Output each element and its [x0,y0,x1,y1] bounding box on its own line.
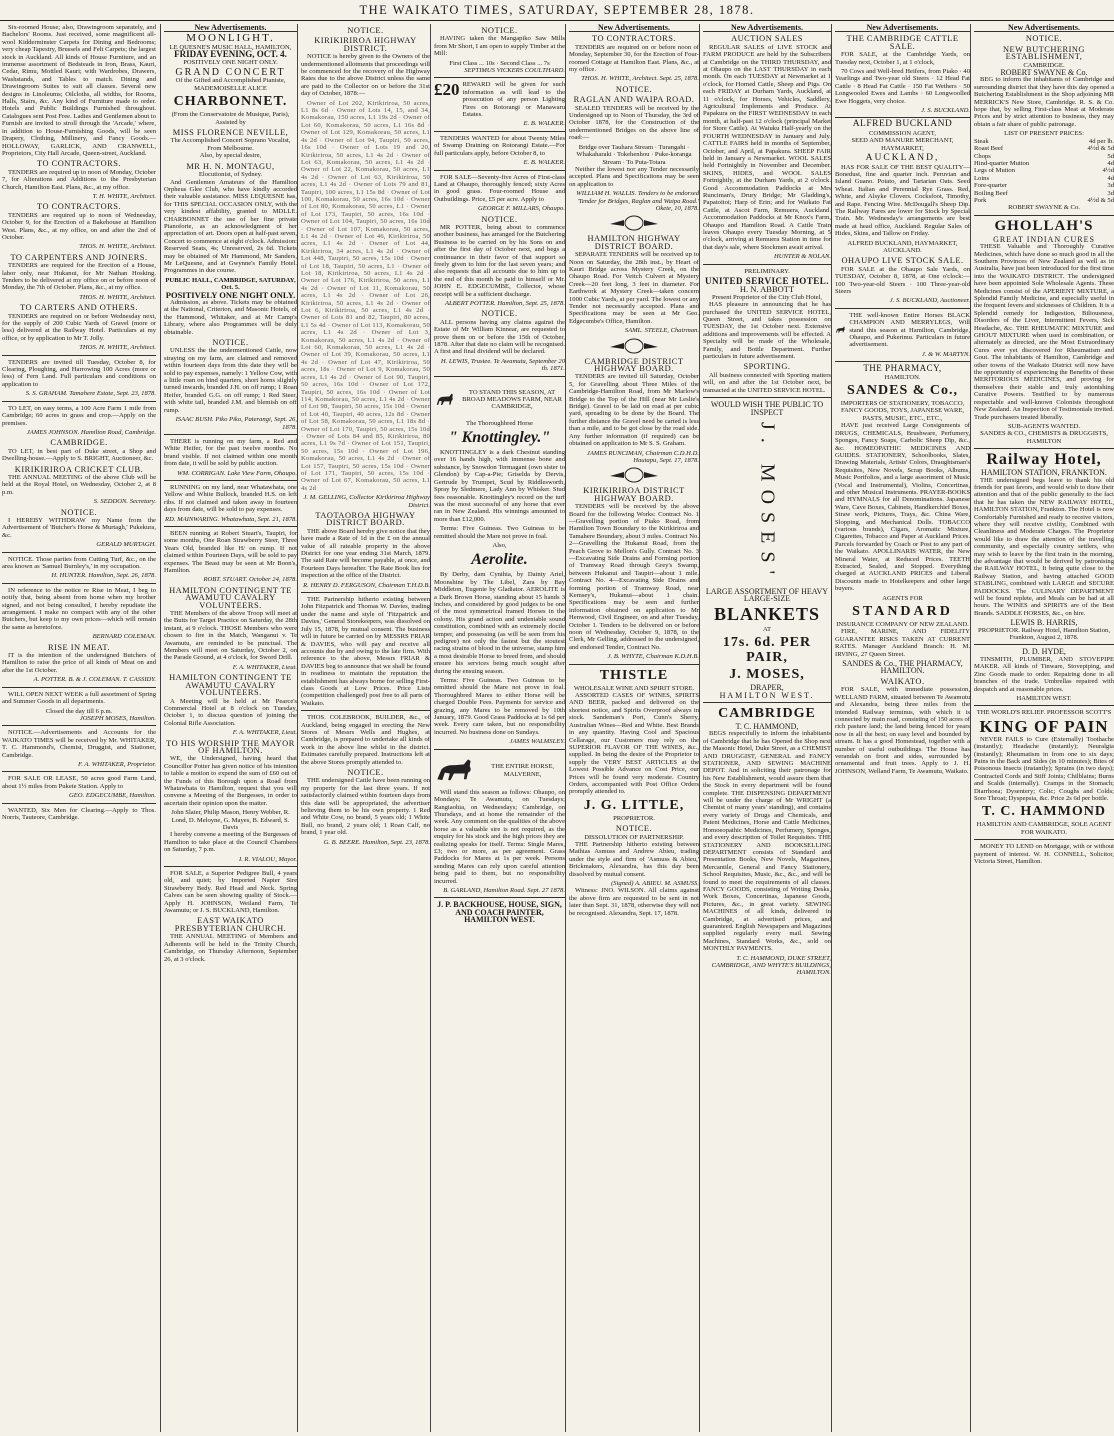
ad-body: Terms: Five Guineas. Two Guineas to be remitted should the Mare not prove in foal. [434,525,565,540]
ad-heading: OHAUPO LIVE STOCK SALE. [841,256,964,266]
ad-heading: TO CARTERS AND OTHERS. [20,303,138,313]
masthead [0,0,1114,21]
ad-heading: NOTICE. [481,26,518,35]
ad-body: BEG to inform the inhabitants of Cambridge and surrounding district that they have this day opened a Butchering Establishment in the Shop adjoining MR MERRICK'S New Store, Cambridge. R. S. & Co. hope that, by selling First-class Meat at Moderate Prices and by strict attention to business, they may obtain a fair share of public patronage. [974,76,1114,128]
ad-line: POSITIVELY ONE NIGHT ONLY. [183,58,278,66]
ad-body: A Meeting will be held at Mr Pearce's Commercial Hotel at 8 o'clock on Tuesday, October 1, to discuss question of joining the Colonial Rifle Association. [164,697,297,727]
ad-heading: J. G. LITTLE, [583,797,685,813]
ad-body: MR POTTER, being about to commence another business, has arranged for the Butchering Business to be carried on by his Sons on and after the first day of October next, and begs a continuance in their favor of that support so freely given to him for the last seven years; and also requests that all accounts due to him up to the end of this month be paid to himself or Mr. JOHN E. EDGECUMBE, Collector, whose receipt will be a sufficient discharge. [434,223,565,298]
ad-body: TENDERS are invited till Saturday, October 5, for Gravelling about Three Miles of the Cambridge-Hamilton Road, from Mr Marlow's Bridge to the Top of the Hill (near Mr Leslie's Bridge). Gravel to be laid on road at per cubic yard, spreading to be done by the Board. The further distance the Gravel need be carted is less than a mile, and to be got close by the road side. Any further information (if required) can be obtained on application to Mr S. S. Graham. [569,373,699,448]
price-item: Boiling Beef [974,189,1008,197]
ad-heading: CAMBRIDGE DISTRICT HIGHWAY BOARD. [584,356,684,374]
ad-body: WILL OPEN NEXT WEEK a full assortment of Spring and Summer Goods in all departments. [2,690,156,706]
ad-heading: TO CONTRACTORS. [37,202,121,212]
ad-signature: F. A. WHITAKER, Lieut. [232,663,297,671]
ad-heading: T. C. HAMMOND [982,804,1106,820]
ad-body: THE Partnership hitherto existing between John Fitzpatrick and Thomas W. Davies, trading under the name and style of 'Fitzpatrick and Davies,' General Storekeepers, was dissolved on July 15, 1878, by mutual consent. The business will in future be carried on by MESSRS FRIAR & DAVIES, who will pay and receive all accounts due by and owing to the late firm. With reference to the above, Messrs FRIAR & DAVIES beg to announce that we shall be found in readiness to maintain the reputation the establishment has always borne for selling First-class Goods at Low Prices. Price Lists (competition challenged) post free to all parts of Waikato. [301,596,430,707]
ad-line: FRIDAY EVENING, OCT. 4. [174,49,287,60]
price-row [974,138,1114,145]
ad-heading: SANDES & Co., [846,383,958,399]
section-header: New Advertisements. [703,24,831,32]
ad-line: Elocutionist, of Sydney. [198,171,263,179]
ad-signature: A. POTTER. B. & J. COLEMAN. T. CASSIDY. [33,676,156,684]
ad-signature: J. S. BUCKLAND, Auctioneer. [889,297,970,305]
ad-line: COMMISSION AGENT, [869,129,936,137]
ad-heading: GHOLLAH'S [994,217,1094,234]
ad-body: UNLESS the the undermentioned Cattle, now straying on my farm, are claimed and removed within fourteen days from this date they will be sold to pay expenses, namely: 1 Yellow Cow, with a little roan on hind quarters, short horns slightly turned inwards, branded J.H. on off rump; 1 Roan Heifer, branded G.G. on off rump; 1 Red Steer, with white tail, branded J.M. and blemish on off rump. [164,347,297,414]
ad-body: MONEY TO LEND on Mortgage, with or without payment of interest. W. H. CONNELL, Solicitor, Victoria Street, Hamilton. [974,843,1114,865]
ad-line: ROBERT SWAYNE & Co. [1000,68,1088,78]
ad-line: HAMILTON AND CAMBRIDGE, SOLE AGENT FOR WAIKATO. [976,821,1112,836]
ad-line: THE WORLD'S RELIEF. PROFESSOR SCOTT'S [976,709,1112,717]
ad-heading: TAOTAOROA HIGHWAY DISTRICT BOARD. [315,511,416,528]
ad-signature: J. M. GELLING, Collector Kirikiriroa Highway District. [303,494,430,509]
ad-heading: CAMBRIDGE [718,706,816,722]
ad-line: AGENTS FOR [882,594,923,602]
ad-body: NOTICE. Those parties from Cutting Turf, &c., on the area known as 'Samuel Burnley's,' in my occupation. [2,555,156,570]
ad-body: Admission, as above. Tickets may be obtained at the National, Criterion, and Masonic Hotels, of the Hammond, Whitaker, and at Mr Camp's Library, where also Programmes will be duly obtainable. [164,299,297,336]
ad-body: RUNNING on my land, near Whatawhata, one Yellow and White Bullock, branded H.S. on left ribs. If not claimed and taken away in fourteen days from date, will be sold to pay expenses. [164,483,297,514]
ad-heading: NOTICE. [481,214,518,224]
ad-line: Also, [492,541,507,549]
column-6 [699,24,831,1432]
ad-body: TO LET, in best part of Duke street, a Shop and Dwelling-house.—Apply to S. BRIGHT, Auctioneer, &c. [2,447,156,463]
ad-signature: E. B. WALKER. [523,159,565,167]
ad-signature: THOS. H. WHITE, Architect. [79,243,156,251]
ad-body: SEPARATE TENDERS will be received up to Noon on Saturday, the 28th inst., by Heart of Kauri Bridge across Mystery Creek, on the Ohaupo Road. For Veitch Culvert at Mystery Creek—20 feet long, 3 feet in diameter. For Earthwork at Mystery Creek—taken concern 1000 Cubic Yards, at per yard. The lowest or any Tender not necessarily accepted. Plans and Specifications may be seen at Mr Geo. Edgecumbe's Office, Hamilton. [569,251,699,325]
ad-body: By Derby, dam Cynthia, by Dainty Ariel, Moonshine by The Libel, Zara by Bay Middleton, Eugenie by Gladiator. AEROLITE is a Dark Brown Horse, standing about 15 hands 3 inches, and considered by good judges to be one of the most symmetrical framed Horses in the colony. His grand action and undeniable sound constitution, combined with an extremely docile temper, and possessing (as will be seen from his pedigree) not only the fastest but the stoutest racing strains of blood in the universe, stamp him a most desirable Horse to breed from, and should ensure his services being much sought after during the ensuing season. [434,571,565,675]
ad-line: John Slater, Philip Mason, Henry Webber, R. Lond, D. Meloyne, G. Mayes, B. Edward, S. Davis [171,809,290,831]
reward-amount: £20 [434,80,460,100]
ad-signature: JAMES RUNCIMAN, Chairman C.D.H.D. Hautapu, Sept. 17, 1878. [586,449,699,464]
ad-heading: EAST WAIKATO PRESBYTERIAN CHURCH. [174,916,287,933]
ad-body: BEEN running at Robert Stuart's, Taupiri, for some months, One Roan Strawberry Steer, Three Years Old, branded like H/ on rump. If not claimed within Fourteen Days, will be sold to pay expenses. The Beast may be seen at Mr Boon's, Hamilton. [164,529,297,574]
ad-body: TINSMITH, PLUMBER, AND STOVEPIPE MAKER. All kinds of Tinware, Stovepiping, and Zinc Goods made to order. Repairing done in all branches of the trade. Umbrellas repaired with despatch and at reasonable prices. [974,655,1114,693]
ad-heading: RAGLAN AND WAIPA ROAD. [573,95,695,105]
section-header: New Advertisements. [569,24,699,32]
ad-line: (From the Conservatoire de Musique, Paris), Assisted by [171,111,290,126]
stallion-name: " Knottingley." [448,429,551,447]
ad-body: TENDERS are required on or before noon of Monday, September 30, for the Erection of Four-roomed Cottage at Hamilton East. Plans, &c., at my office. [569,43,699,74]
crest-icon [604,214,664,232]
ad-heading: NOTICE. [347,26,384,35]
ad-signature: GERALD MURTAGH. [96,541,156,549]
ad-line: LEWIS B. HARRIS, [1010,618,1078,628]
price-row [974,182,1114,189]
ad-body: THE well-known Entire Horses BLACK CHAMPION AND MERRYLEGS, Will stand this season at Hamilton, Cambridge, Ohaupo, and Pukerimu. Particulars in future advertisement. [849,311,970,349]
ad-body: HAVING taken the Mangapiko Saw Mills from Mr Short, I am open to supply Timber at the Mill: [434,35,565,58]
ad-signature: ALBERT POTTER. Hamilton, Sept. 25, 1878. [444,300,565,307]
ad-line: IMPORTERS OF STATIONERY, TOBACCO, FANCY GOODS, TOYS, JAPANESE WARE, PASTS, MUSIC, ETC., ETC., [840,400,965,422]
ad-body: REGULAR SALES of LIVE STOCK and FARM PRODUCE are held by the Subscribers at Cambridge on the THIRD THURSDAY, and at Ohaupo on the LAST THURSDAY in each month. On each TUESDAY at Newmarket at 1 o'clock, for Horned Cattle, Sheep and Pigs. On each FRIDAY at Durham Yards, Auckland, at 11 o'clock, for Horses, Vehicles, Saddlery, Agricultural Implements and Produce. At Papakura on the FIRST WEDNESDAY in each month, at half-past 12 o'clock (principal Market for Store Cattle). At Waiuku Half-yearly on the FOURTH WEDNESDAY in January and July. CATTLE FAIRS held in months of September, October, and April, at Papakura. SHEEP FAIR held in January a Newmarket. WOOL SALES held Fortnightly in November and December. SKINS, HIDES, and WOOL SALES Fortnightly, at the Durham Yards, at 2 o'clock. Good Accommodation Paddocks at Mrs Runciman's, Drury Bridge; Mr Gladding's, Papatoitoi; Harp of Erin; and for Waikato Fat Cattle, at Ascot Farm, Remuera, Auckland. Accommodation Paddocks at Mr Knox's Farm, Ohaupo and Hamilton Road. A Cattle Train leaves Ohaupo every Tuesday Morning, at 5 o'clock, arriving at Remuera Station in time for that day's sale, where Stockmen await arrival. [703,43,831,251]
ad-heading: STANDARD [852,604,953,620]
price-item: Chops [974,152,991,160]
ad-line: SUB-AGENTS WANTED. [1007,422,1081,430]
ad-signature: JAMES WALMSLEY. [509,738,565,746]
column-8 [970,24,1114,1432]
price-value: 5d [1107,152,1114,160]
ad-body: ALL persons having any claims against the Estate of Mr William Kinnear, are requested to prove them on or before the 15th of October, 1878. After that date no claim will be recognised. A first and final dividend will be declared. [434,318,565,356]
ad-heading: NOTICE. [615,824,653,834]
masthead-title: THE WAIKATO TIMES, SATURDAY, SEPTEMBER 28, 1878. [359,3,755,17]
ad-body: Neither the lowest nor any Tender necessarily accepted. Plans and Specifications may be seen on application to [569,165,699,188]
ad-body: TENDERS are required up to noon of Monday, October 7, for Alterations and Additions to the Presbyterian Church, Hamilton East. Plans, &c., at my office. [2,168,156,191]
performer-name: MR H. N. MONTAGU, [186,161,275,171]
ad-line: PUBLIC HALL, CAMBRIDGE, SATURDAY, Oct. 5. [165,276,296,292]
column-3 [297,24,430,1432]
ad-body: THE ANNUAL MEETING of Members and Adherents will be held in the Trinity Church, Cambridge, on Thursday Afternoon, September 26, at 3 o'clock. [164,933,297,963]
ad-heading: KIRIKIRIROA DISTRICT HIGHWAY BOARD. [583,486,685,503]
ad-line: LE QUESNE'S MUSIC HALL, HAMILTON, [169,43,292,51]
ad-line: The Thoroughbred Horse [466,419,533,427]
ad-signature: WM. CORRIGAN. Lake View Farm, Ohaupo. [177,469,297,477]
ad-heading: WAIKATO. [880,676,925,686]
ad-body: HAVE just received Large Consignments of DRUGS, CHEMICALS, Brushware, Perfumery, Sponges, Fancy Soaps, Carbolic Sheep Dip, &c., &c. HOMEOPATHIC MEDICINES AND GUIDES. STATIONERY, Schoolbooks, Slates, Drawing Materials, Artists' Colors, Draughtsman's Requisites, New Novels, Scrap Books, Albums, Music Portfolios, and a large assortment of Music (Vocal and Instrumental), Violins, Concertinas, and other Musical Instruments. PRAYER-BOOKS and HYMNALS for all Denominations. Japanese Ware, Cave Boxes, Cabinets, Handkerchief Boxes, Straw work, Pictures, Trays, &c. China Ware, Slopping, and Mechanical Dolls. TOBACCO (various brands), Cigars, Aromatic Mixture, Cigarettes, Tobacco and Paper at Auckland Prices. Parcels forwarded by Coach or Post to any part of the Waikato. APOLLINARIS WATER, the New Mineral Water, at Reduced Prices. TEETH Extracted, Sealed, and Stopped. Everything charged at AUCKLAND PRICES and Liberal Discounts made to Hotelkeepers and other large buyers. [835,422,970,593]
ad-heading: UNITED SERVICE HOTEL. [705,276,829,286]
ad-line: INSURANCE COMPANY OF NEW ZEALAND. [836,621,969,629]
ad-line: WHOLESALE WINE AND SPIRIT STORE. [573,684,695,692]
ad-signature: J. S. BUCKLAND. [921,107,970,115]
blankets-heading: BLANKETS [713,603,821,624]
ad-signature: JOSEPH MOSES, Hamilton. [79,714,156,722]
ad-signature: B. GARLAND, Hamilton Road. Sept. 27 1878. [443,886,565,894]
ad-line: HAMILTON WEST. [719,690,815,700]
ad-line: PRELIMINARY. [744,267,790,275]
ad-body: Will stand this season as follows: Ohaupo, on Mondays; Te Awamutu, on Tuesdays; Rangiaohia, on Wednesdays; Cambridge, on Thursdays, and at home the remainder of the week. Any comment on the qualities of the above horse as a valuable sire is not required, as the enquiry for his stock and the high prices they are realizing speaks for itself. Terms: Single Mares, £3; two or more, as per agreement. Grass Paddocks for Mares at 1s per week. Persons sending Mares can rely upon careful attention being paid to them, but no responsibility incurred. [434,788,565,885]
ad-heading: AUCKLAND, [865,153,940,164]
price-item: Steak [974,137,989,145]
ad-signature: H. HUNTER. Hamilton, Sept. 26, 1878. [51,572,156,580]
ad-body: NOTICE.—Advertisements and Accounts for the WAIKATO TIMES will be received by Mr. WHITAKER, T. C. Hammond's, Chemist, Druggist, and Stationer, Cambridge. [2,729,156,759]
ad-heading: THE PHARMACY, [863,363,942,374]
ad-heading: TO CARPENTERS AND JOINERS. [10,252,148,262]
ad-signature: E. B. WALKER. [523,120,565,128]
ad-heading: J. P. BACKHOUSE, HOUSE, SIGN, AND COACH PAINTER, HAMILTON WEST. [437,900,562,925]
ad-heading: NOTICE. [481,309,518,319]
ad-heading: RISE IN MEAT. [48,642,110,652]
crest-icon [604,466,664,484]
ad-heading: AUCTION SALES [731,34,803,44]
ad-signature: (Signed) A. ABIEU. M. ASMUSS. [611,880,699,887]
ad-body: FOR SALE OR LEASE, 50 acres good Farm Land, about 1½ miles from Pukete Station. Apply to [2,775,156,790]
ad-heading: KING OF PAIN [979,716,1109,736]
ad-heading: KIRIKIRIROA HIGHWAY DISTRICT. [314,36,417,53]
ad-signature: S. SEDDON. Secretary. [93,498,156,506]
ad-signature: THOS. H. WHITE, Architect. Sept. 25, 1878. [581,75,699,83]
price-item: Hind-quarter Mutton [974,159,1030,167]
ad-signature: THOS. H. WHITE, Architect. [79,293,156,301]
ad-signature: HUNTER & NOLAN. [774,253,831,261]
section-header: New Advertisements. [974,24,1114,32]
ad-line: SEED AND MANURE MERCHANT, HAYMARKET, [851,137,954,152]
ad-heading: HAMILTON CONTINGENT TE AWAMUTU CAVALRY VOLUNTEERS. [169,585,292,610]
ad-body: IT is the intention of the undersigned Butchers of Hamilton to raise the price of all kinds of Meat on and after the 1st October. [2,652,156,674]
ad-body: THOS. COLEBROOK, BUILDER, &c., of Auckland, being engaged in erecting the New Stores of Messrs Wells and Hughes, at Cambridge, is prepared to undertake all kinds of work in the above line whilst in the district. Estimates carefully prepared. Instructions left at the above Stores promptly attended to. [301,714,430,766]
price-value: 3d [1107,189,1114,197]
ad-heading: J. MOSES, [729,667,805,683]
price-value: 4d per lb. [1088,137,1114,145]
price-row [974,145,1114,152]
ad-line: Present Proprietor of the City Club Hotel, [711,293,823,301]
ad-heading: NOTICE. [347,768,384,777]
price-row [974,190,1114,197]
ad-signature: SEPTIMUS VICKERS COULTHARD. [464,67,565,75]
ad-signature: H. LEWIS, Trustee. Te Awamutu, September 20 th. 1871. [440,357,565,373]
price-item: Fore-quarter [974,182,1007,190]
ad-heading: TO CONTRACTORS. [592,34,676,44]
ad-body: WE, the Undersigned, having heard that Councillor Potter has given notice of his intention to table a motion to expend the sum of £60 out of the Funds of this Borough upon a Road from Whatawhata to Hamilton, request that you will convene a Meeting of the Burgesses, in order to ascertain their opinion upon the matter. [164,755,297,807]
ad-body: NEVER FAILS to Cure (Externally) Toothache (instantly); Headache (instantly); Neuralgia (instantly); Rheumatism in from one to six days; Pains in the Back and Sides (in 10 minutes); Bites of Poisonous Insects (instantly); Sprains (in two days); Contracted Cords and Stiff Joints; Chilblains; Burns and Scalds (internally). Cramps in the Stomach; Diarrhoea; Dysentery; Colic; Coughs and Colds; Sore Throat; Dyspepsia, &c. Price 2s 6d per bottle. [974,735,1114,802]
ad-signature: GEO. EDGECUMBE, Hamilton. [69,792,156,800]
ad-body: SEALED TENDERS will be received by the Undersigned up to Noon of Thursday, the 3rd of October 1878, for the Construction of the undermentioned Bridges on the above line of road:— [569,104,699,142]
ad-line: T. C. HAMMOND, [735,722,799,732]
ad-signature: R. HENRY D. FERGUSON, Chairman T.H.D.B. [303,581,430,589]
column-1 [2,24,156,1432]
ad-signature: J. & W. MARTYN. [921,350,970,358]
ad-body: TENDERS are invited till Tuesday, October 8, for Clearing, Ploughing, and Harrowing 100 Acres (more or less) of Fern Land. Full particulars and conditions on application to [2,358,156,388]
ad-signature: ISAAC BUSH. Piko Piko, Paterangi, Sept. 26, 1878. [175,416,297,431]
column-4 [430,24,565,1432]
ad-signature: RD. MAINWARING. Whatawhata, Sept. 21, 1878. [165,515,297,523]
section-header: New Advertisements. [835,24,970,32]
ad-heading: NOTICE. [212,338,249,348]
ad-body: TENDERS WANTED for about Twenty Miles of Swamp Draining on Rotorangi Estate.—For full particulars apply, before October 8, to [434,134,565,157]
ad-body: THE Partnership hitherto existing between Mathias Asmuss and Andrew Abieu, trading under the style and firm of 'Asmuss & Abieu,' Brickmakers, Alexandra, has this day been dissolved by mutual consent. [569,840,699,878]
ad-line: Closed the day till 6 p.m. [45,707,113,715]
ad-body: BEGS respectfully to inform the inhabitants of Cambridge that he has Opened the Shop next the Masonic Hotel, Duke Street, as a CHEMIST AND DRUGGIST, GENERAL and FANCY STATIONER, AND SEWING MACHINE DEPOT. And in soliciting their patronage for his New Establishment, would assure them that the Stock in every department will be found complete. THE DISPENSING DEPARTMENT will be under the charge of Mr WRIGHT (a Chemist of many years' standing), and contains every variety of Drugs and Chemicals, and Patent Medicines, Horse and Cattle Medicines, Homoeopathic Medicines, Perfumery, Sponges, and every description of Toilet Requisites. THE STATIONERY AND BOOKSELLING DEPARTMENT consists of Standard and Presentation Books, New Novels, Magazines, Mercantile, General and Fancy Stationery, School Requisites, Music, &c., &c., and will be found to meet the requirements of all classes. FANCY GOODS, consisting of Writing Desks, Work Boxes, Concertinas, Japanese Goods, Pictures, &c., in great variety. SEWING MACHINES of all kinds, delivered in Cambridge, at advertised prices, and guaranteed. English Newspapers and Magazines supplied regularly every mail. Sewing Machines, Standard Works, &c., sold on MONTHLY PAYMENTS. [703,730,831,953]
ad-line: DISSOLUTION OF PARTNERSHIP. [584,833,684,841]
price-item: Legs of Mutton [974,167,1016,175]
ad-heading: HAMILTON HIGHWAY DISTRICT BOARD. [587,234,681,251]
ad-heading: MOONLIGHT. [186,32,275,45]
ad-signature: F. A. WHITAKER, Proprietor. [78,760,156,768]
ad-line: HAMILTON STATION, FRANKTON. [981,468,1107,478]
ad-line: AT [762,625,772,633]
price-value: 4½d [1102,167,1114,175]
ad-body: THE undersigned Cattle have been running on my property for the last three years. If not satisfactorily claimed within fourteen days from this date will be appropriated, the advertiser believing them to be his own property. 1 Red and White Cow, no brand, 5 years old; 1 White Bull, no brand, 2 years old; 1 Roan Calf, no brand, 1 year old. [301,777,430,837]
ad-line: First Class ... 10s · Second Class ... 7s [449,59,550,67]
column-5 [565,24,699,1432]
ad-heading: NOTICE. [615,84,653,94]
ad-line: SANDES & Co., THE PHARMACY, HAMILTON. [842,659,963,676]
ad-heading: NOTICE. [60,507,98,517]
ad-heading: HAMILTON CONTINGENT TE AWAMUTU CAVALRY VOLUNTEERS. [169,673,292,698]
ad-line: DRAPER, [750,683,784,693]
ad-line: WOULD WISH THE PUBLIC TO INSPECT [710,400,824,417]
moses-vertical-name: J. MOSES' [756,421,779,582]
ad-heading: TO CONTRACTORS. [37,159,121,169]
ad-body: Witness: JNO. WILSON. All claims against the above firm are requested to be sent in not later than Sept. 31, 1878, otherwise they will not be recognised. Alexandra, Sept. 17, 1878. [569,887,699,917]
ad-signature: JAMES JOHNSON. Hamilton Road, Cambridge. [26,428,156,436]
ad-body: FOR SALE, a Superior Pedigree Bull, 4 years old, and quiet; by Imported Napier Sire Strawberry Bedy. Red Head and Neck. Spring Calves can be seen showing quality of Stock.—Apply H. JOHNSON, Weiland Farm, Te Awamutu; or J. S. BUCKLAND, Hamilton. [164,870,297,915]
ad-body: FOR SALE, at the Cambridge Yards, on Tuesday next, October 1, at 1 o'clock, [835,51,970,66]
ad-body: ASSORTED CASES OF WINES, SPIRITS AND BEER, packed and delivered on the shortest notice, and Spirits Overproof always in stock. Sandeman's Port, Cunn's Sherry, Australian Wines—Red and White. Best Brands in any quantity. Having Cool and Spacious Cellarage, our Customers may rely on the SUPERIOR FLAVOR OF THE WINES, &c., supplied. In being the desire of the Proprietor to supply the VERY BEST ARTICLES at the Lowest Possible Advance on Cost Price, our Prices will be found very moderate. Country Orders, accompanied with Post Office Orders promptly attended to. [569,692,699,796]
price-list [974,138,1114,205]
ad-line: HAMILTON WEST. [1016,694,1072,702]
ad-signature: ROBT. STUART. October 24, 1878. [203,576,297,584]
price-item: Pork [974,196,987,204]
horse-icon [434,380,456,420]
ad-body: THE above Board hereby give notice that they have made a Rate of 1d in the £ on the annual value of all rateable property in the above District for one year ending 31st March, 1879. The said Rate will become payable, at once, and Fourteen Days hereafter. The Rate Book lies for inspection at the office of the District. [301,527,430,580]
ad-body: Terms: Five Guineas. Two Guineas to be remitted should the Mare not prove in foal. Thoroughbred Mares to either Horse will be charged Double Fees. Payments for service and grazing, any Mares to be removed by 10th January, 1879. Good Grass Paddocks at 1s 6d per week. Every care taken, but no responsibility incurred. No business done on Sundays. [434,677,565,736]
ad-line: H. N. ABBOTT [739,284,795,295]
ad-body: IN reference to the notice re Rise in Meat, I beg to notify that, being absent from home when my brother signed, and not being consulted, I hereby repudiate the arrangement. I make no compact with any of the other Butchers, but keep to my own prices—which will remain the same as heretofore. [2,586,156,631]
ad-line: HAMILTON. [884,373,921,381]
horse-icon [835,312,846,348]
ad-line: ALFRED BUCKLAND, HAYMARKET, AUCKLAND. [847,239,958,254]
price-row [974,153,1114,160]
price-row [974,167,1114,174]
price-row [974,175,1114,182]
crest-icon [604,337,664,355]
ad-body: FIRE, MARINE, AND FIDELITY GUARANTEE RISKS TAKEN AT CURRENT RATES. Manager Auckland Branch: H. M. IRVING, 27 Queen Street. [835,628,970,658]
ad-body: TO LET, on easy terms, a 100 Acre Farm 1 mile from Cambridge; 60 acres in grass and crop.—Apply on the premises. [2,404,156,427]
ad-signature: SAML. STEELE, Chairman. [624,327,699,335]
ad-body: All business connected with Sporting matters will, on and after the 1st October next, be transacted at the UNITED SERVICE HOTEL. [703,371,831,394]
ad-body: THE Members of the above Troop will meet at the Butts for Target Practice on Saturday, the 28th instant, at 9 o'clock. THOSE Members who were chosen to fire in the Match, Wanganui v. Te Awamutu, are reminded to be punctual. The Members will meet on Saturday, October 2, on the Parade Ground, at 4 o'clock, for Sword Drill. [164,610,297,662]
ad-signature: GEORGE F. MILLARS, Ohaupo. [477,205,565,213]
ad-signature: T. C. HAMMOND, DUKE STREET, CAMBRIDGE, AND WHYTE'S BUILDINGS, HAMILTON. [711,954,831,977]
ad-body: TENDERS are required for the Erection of a House, labor only, near Hukanui, for Mr Nathan Hosking. Tenders to be delivered at my office on or before noon of Monday, the 7th of October. Plans, &c., at my office. [2,262,156,292]
ad-body: HAS pleasure in announcing that he has purchased the UNITED SERVICE HOTEL, Queen Street, and takes possession on TUESDAY, the 1st October next. Extensive additions and improvements will be effected. A Specialty will be made of the Wholesale, Family, and Bottle Department. Further particulars in future advertisement. [703,301,831,361]
ad-heading: Railway Hotel, [986,451,1102,469]
price-list-title: LIST OF PRESENT PRICES: [1004,130,1084,138]
ad-body: TENDERS will be received by the above Board for the following Works: Contract No. 1—Gravelling portion of Piako Road, from Hamilton Town Boundary to the Kirikiriroa and Tamahere Boundary, about 3 miles. Contract No. 2—Gravelling the Hukanui Road, from the Peach Grove to Mellon's Gully. Contract No. 3—Excavating Side Drains and Forming portion of Tramway Road through Grey's Swamp, between Hukanui and Taupiri—about 1 mile. Contract No. 4—Excavating Side Drains and forming portion of Tramway Road, near Kemsey's, Hukanui—about 1 chain. Specifications may be seen and further information obtained on application to Mr Henwood, Civil Engineer, on and after Tuesday, October 1. Tenders to be delivered on or before noon of Wednesday, October 9, 1878, to the Clerk, Mr Gelling, addressed to the undersigned, and endorsed Tender, Contract No. [569,503,699,651]
ad-heading: SPORTING. [743,362,791,372]
ad-heading: TO STAND THIS SEASON, AT BROAD MEADOWS FARM, NEAR CAMBRIDGE, [462,388,562,411]
ad-body: HAS FOR SALE OF THE BEST QUALITY— Bonedust, fine and quarter inch. Peruvian and Island Guano. Potato, and Tartarian Oats. Seed Wheat. Italian and Perennial Rye Grass. Red, White, and Alsyke Clovers. Cocksfoot, Timothy, and Rape. Fencing Wire. McDougall's Sheep Dip. The Railway Fares are lower for Stock by Special Train. Mr. Wednesday's arrangements are best made at head office, Auckland. Regular Sales of Hides, Skins, and Tallow on Friday. [835,163,970,238]
ad-signature: F. A. WHITAKER, Lieut. [232,729,297,737]
ad-line: Of the Gifted and Accomplished Pianiste, MADEMOISELLE ALICE [175,77,286,92]
ad-line: PROPRIETOR. [613,814,655,822]
ad-heading: CAMBRIDGE. [50,438,108,448]
ad-signature: S. S. GRAHAM. Tamahere Estate, Sept. 23, 1878. [25,390,156,398]
ad-signature: G. B. BEERE. Hamilton, Sept. 23, 1878. [323,838,430,846]
performer-name: MISS FLORENCE NEVILLE, [172,128,289,138]
price-value: 4d [1107,174,1114,182]
ad-body: FOR SALE at the Ohaupo Sale Yards, on TUESDAY, October 8, 1878, at One o'clock:— 100 Two-year-old Steers · 100 Three-year-old Steers [835,265,970,295]
ad-signature: BERNARD COLEMAN. [92,633,156,641]
section-header: New Advertisements. [164,24,297,32]
ad-body: TENDERS are required up to noon of Wednesday, October 9, for the Erection of a Bakehouse at Hamilton West. Plans, &c., at my office, on and after the 2nd of October. [2,211,156,241]
ad-line: LARGE ASSORTMENT OF HEAVY LARGE-SIZE [705,586,829,604]
ad-body: REWARD will be given for such information as will lead to the prosecution of any person Lighting Fires on Rotorangi or Manawaru Estates. [462,81,565,119]
ad-heading: GRAND CONCERT [175,67,286,79]
rate-list: Owner of Lot 202, Kirikiriroa, 50 acres, L1 8s 6d · Owner of Lots 14, 15, and 34, Komakorau, 150 acres, L1 19s 2d · Owner of Lot 60, Komakorau, 50 acres, L1 16s 8d · Owner of Lot 129, Komakorau, 50 acres, L1 4s 2d · Owner of Lot 94, Taupiri, 50 acres, 16s 10d · Owner of Lots 19 and 20, Kirikiriroa, 50 acres, L1 4s 2d · Owner of Lot 63, Komakorau, 50 acres, L1 4s 2d · Owner of Lot 22, Komakorau, 50 acres, L1 4s 2d · Owner of Lot 63, Kirikiriroa, 50 acres, L1 4s 2d · Owner of Lots 79 and 81, Taupiri, 100 acres, L1 15s 8d · Owner of Lot 100, Komakorau, 50 acres, 16s 10d · Owner of Lot 80, Komakorau, 50 acres, L1 · Owner of Lot 173, Taupiri, 50 acres, 16s 10d · Owner of Lot 104, Taupiri, 50 acres, 16s 10d · Owner of Lot 107, Komakorau, 50 acres, L1 4s 2d · Owner of Lot 46, Kirikiriroa, 50 acres, L1 4s 2d · Owner of Lot 44, Kirikiriroa, 34 acres, L1 4s 2d · Owner of Lot 448, Taupiri, 50 acres, 15s 10d · Owner of Lot 18, Taupiri, 50 acres, L1 · Owner of Lot 18, Kirikiriroa, 50 acres, L1 4s 2d · Owner of Lot 176, Kirikiriroa, 50 acres, L1 4s 2d · Owner of Lot 11, Komakorau, 50 acres, L1 4s 2d · Owner of Lot 26, Kirikiriroa, 50 acres, L1 4s 2d · Owner of Lot 6, Kirikiriroa, 50 acres, L1 4s 2d · Owner of Lots 81 and 82, Taupiri, 80 acres, L1 5s 4d · Owner of Lot 113, Komakorau, 50 acres, L1 4s 2d · Owner of Lot 3, Komakorau, 50 acres, L1 4s 2d · Owner of Lot 60, Komakorau, 50 acres, L1 4s 2d · Owner of Lot 39, Komakorau, 50 acres, L1 4s 2d · Owner of Lot 47, Kirikiriroa, 50 acres, 18s · Owner of Lot 9, Komakorau, 50 acres, L1 4s 2d · Owner of Lot 90, Taupiri, 50 acres, 16s 10d · Owner of Lot 172, Taupiri, 50 acres, 16s 10d · Owner of Lot 114, Komakorau, 50 acres, L1 4s 2d · Owner of Lot 98, Taupiri, 50 acres, 15s 10d · Owner of Lot 40, Taupiri, 40 acres, 12s 8d · Owner of Lot 58, Komakorau, 50 acres, L1 18s 8d · Owner of Lot 170, Taupiri, 50 acres, 15s 10d · Owner of Lots 84 and 85, Kirikiriroa, 80 acres, L1 9s 7d · Owner of Lot 151, Taupiri, 50 acres, 15s 10d · Owner of Lot 196, Komakorau, 50 acres, L1 4s 2d · Owner of Lot 157, Taupiri, 50 acres, 15s 10d · Owner of Lot 171, Taupiri, 50 acres, 15s 10d · Owner of Lot 67, Komakorau, 50 acres, L1 4s 2d [301,99,430,492]
ad-line: D. D. HYDE, [1022,647,1066,657]
ad-body: WANTED, Six Men for Clearing.—Apply to Thos. Norris, Tauteore, Cambridge. [2,806,156,821]
ad-line: ROBERT SWAYNE & Co. [1008,204,1080,212]
ad-body: KNOTTINGLEY is a dark Chestnut standing over 16 hands high, with immense bone and substance, by Snowdon Termagant (own sister to Glendon) by Cap-a-Pie; Griselda by Dervis, Gertrude by Trumpet, Scud by Riddlesworth, Spray by Sledmere, Lady Ann by Whisker. Stud fees reasonable. Knottingley's record on the turf was the most successful of any horse that ever ran in New Zealand. His winnings amounted to more than £12,000. [434,449,565,523]
ad-body: NOTICE is hereby given to the Owners of the undermentioned allotments that proceedings will be commenced for the recovery of the Highway Rates due to the above District unless the same are paid to the Collector on or before the 31st day of October, 1878:— [301,53,430,98]
ad-signature: I. R. VIALOU, Mayor. [238,855,297,863]
ad-body: And Gentlemen Amateurs of the Hamilton Orpheus Glee Club, who have kindly accorded their valuable assistance. MISS LEQUESNE has, for THIS SPECIAL OCCASION ONLY, with the very kindest affability, granted to MDLLE. CHARBONNET the use of her fine private Pianoforte, as an acknowledgment of her appreciation of art. Doors open at half-past seven, Concert to commence at eight o'clock. Admission: Reserved Seats, 4s; Unreserved, 2s 6d. Tickets may be obtained of Mr Hammond, Mr Sanders, Mr LeQuesne, and at Gwynne's Family Hotel. Programmes in due course. [164,178,297,275]
ad-heading: NEW BUTCHERING ESTABLISHMENT, [1003,44,1085,62]
ad-body: FOR SALE, with immediate possession, WELLAND FARM, situated between Te Awamutu and Alexandra, being three miles from the intended Railway terminus, with which it is connected by main road, consisting of 150 acres of rich pasture land; the land being fenced for years now in all the best; on easy level and bounded by stream. It has a good Homestead, together with a number of useful outbuildings. The House has verandah on front and sides, surrounded by ornamental and fruit trees. Apply to J. H. JOHNSON, Welland Farm, Te Awamutu, Waikato. [835,686,970,775]
performer-name: CHARBONNET. [173,94,288,110]
horse-icon [434,753,477,789]
ad-signature: T. H. WHITE, Architect. [92,192,156,200]
ad-heading: NOTICE. [1025,34,1063,44]
blanket-price: 17s. 6d. PER PAIR, [722,635,812,666]
ad-heading: THISTLE [599,667,669,683]
ad-body: TENDERS are required on or before Wednesday next, for the supply of 200 Cubic Yards of Gravel (more or less) delivered at the Railway Hotel. Particulars at my office, or by application to Mr T. Jolly. [2,312,156,342]
ad-body: I hereby convene a meeting of the Burgesses of Hamilton to take place at the Council Chambers on Saturday, 7 p.m. [164,831,297,854]
ad-body: THE undersigned begs leave to thank his old friends for past favors, and would wish to draw their attention and that of the public generally to the fact that he has taken the NEW RAILWAY HOTEL, HAMILTON STATION, Frankton. The Hotel is now Comfortably Furnished and ready to receive visitors, where they will receive civility, Combined with Cleanliness and Moderate Charges. The Proprietor would like to draw the attention of the travelling community, and especially country settlers, who may wish to leave by the first train in the morning, the advantage that would be derived by patronising the RAILWAY HOTEL, It being quite close to the Railway Station, and having attached GOOD STABLING, combined with LARGE and SECURE PADDOCKS. The CULINARY DEPARTMENT will be found replete, and Meals can be had at all hours. The WINES and SPIRITS are of the Best Brands. SADDLE HORSES, &c., on hire. [974,476,1114,617]
price-value: 4d [1107,159,1114,167]
furniture-ad: Six-roomed House; also, Drawingroom separately, and Bachelors' Rooms. Just received, some magnificent all-wool Kidderminster Carpets for Dining and Bedrooms; very cheap Tapestry, Brussels and Felt Carpets; the largest stock in Auckland. All kinds of House Furniture, and an immense assortment of Bedsteads in Iron, Brass, Kauri, Cedar, Rimu, Mottled Kauri; with Wardrobes, Drawers, Washstands, and Tables to match. Dining and Drawingroom Suites to suit all classes. Several new designs in Linoleums; Oilcloths, all widths, for Rooms, Halls, Stairs, &c. Any kind of Furniture made to order. Hotels and Public Buildings Furnished throughout. Catalogues sent Post Free. Ladies and Gentlemen about to Furnish are invited to stroll through the 'Arcade,' where, in addition to House-Furnishing Goods, will be seen Drapery, Clothing, Millinery, and Fancy Goods.—HOLLOWAY, GARLICK, AND CRANWELL, Proprietors, City Hall Arcade, Queen-street, Auckland. [2,24,156,157]
ad-body: THERE is running on my farm, a Red and White Heifer, for the past twelve months. No brand visible. If not claimed within one month from date, it will be sold by public auction. [164,437,297,468]
ad-heading: ALFRED BUCKLAND [852,119,953,130]
ad-heading: THE ENTIRE HORSE, MALVERNE, [491,763,554,778]
ad-line: PROPRIETOR. Railway Hotel, Hamilton Station, Frankton, August 2, 1878. [978,626,1110,642]
column-2 [160,24,297,1432]
ad-signature: THOS. H. WHITE, Architect. [79,344,156,352]
price-value: 4½d & 5d [1087,145,1114,153]
price-value: 3d [1107,182,1114,190]
column-7 [831,24,970,1432]
ad-body: FOR SALE—Seventy-five Acres of First-class Land at Ohaupo, thoroughly fenced; sixty Acres in good grass. Four-roomed House and Outbuildings. Price, £5 per acre. Apply to [434,173,565,203]
bridge-list: Bridge over Tauhara Stream · Turangahi · Whakaharaki · Tokehenhou · Puke-koranga Stream · To Puta-Totara [576,143,692,166]
ad-signature: WILLIAM H. WALLIS. Tenders to be endorsed 'Tender for Bridges, Raglan and Waipa Road.' Okete, 10, 1878. [576,190,699,212]
ad-body: THE ANNUAL MEETING of the above Club will be held at the Royal Hotel, on Wednesday, October 2, at 8 p.m. [2,473,156,496]
price-item: Roast Beef [974,145,1004,153]
ad-heading: KIRIKIRIROA CRICKET CLUB. [14,464,144,474]
ad-line: GREAT INDIAN CURES [993,234,1095,244]
price-row [974,160,1114,167]
price-item: Loins [974,174,990,182]
ad-line: POSITIVELY ONE NIGHT ONLY. [165,289,296,300]
ad-line: SANDES & CO., CHEMISTS & DRUGGISTS, HAMILTON [980,430,1108,445]
ad-line: CAMBRIDGE. [1023,61,1065,69]
ad-heading: TO HIS WORSHIP THE MAYOR OF HAMILTON. [166,738,295,755]
ad-heading: THE CAMBRIDGE CATTLE SALE. [846,34,959,51]
ad-body: THESE Valuable and Thoroughly Curative Medicines, which have done so much good in all the Southern Provinces of New Zealand as well as in Australia, have just been introduced for the first time into the WAIKATO DISTRICT. The undersigned have been appointed Sole Wholesale Agents. These Medicines consist of the APERIENT MIXTURE, a Splendid Family Medicine, and especially useful in the frequent fevers and sicknesses of Children. It is a Splendid remedy for Indigestion, Biliousness, Disorders of the Liver, Intermittent Fevers, Sick Headache, &c. THE RHEUMATIC MIXTURE and GHOUT MIXTURE when used in combination, or alternately as directed, are the Most Extraordinary Cures ever yet discovered for Rheumatism and Gout. The inhabitants of Hamilton, Cambridge and other towns of the Waikato District will now have the opportunity of experiencing the Benefits of these MERITORIOUS MEDICINES, and proving for themselves their stable and truly astonishing Curative Powers. Testified to by numerous respectable and well-known Colonists throughout New Zealand. An Inspection of Testimonials invited. Trade purchasers treated liberally. [974,243,1114,421]
ad-body: 70 Cows and Well-bred Heifers, from Piako · 40 Yearlings and Two-year old Steers · 12 Head Fat Cattle · 8 Head Fat Cattle · 150 Fat Wethers · 50 Longwooled Ewes and Lambs · 60 Longwoolled Ewe Hoggets, very choice. [835,68,970,105]
ad-line: Also, by special desire, [199,152,262,160]
ad-body: I HEREBY WITHDRAW my Name from the Advertisement of 'Butcher's Horse & Murtagh,' Pukekura, &c. [2,516,156,539]
price-row [974,197,1114,204]
price-value: 4½d & 5d [1087,196,1114,204]
ad-line: The Accomplished Concert Soprano Vocalist, From Melbourne. [170,137,291,152]
ad-signature: J. B. WHYTE, Chairman K.D.H.B. [607,653,699,661]
stallion-name: Aerolite. [471,551,528,569]
